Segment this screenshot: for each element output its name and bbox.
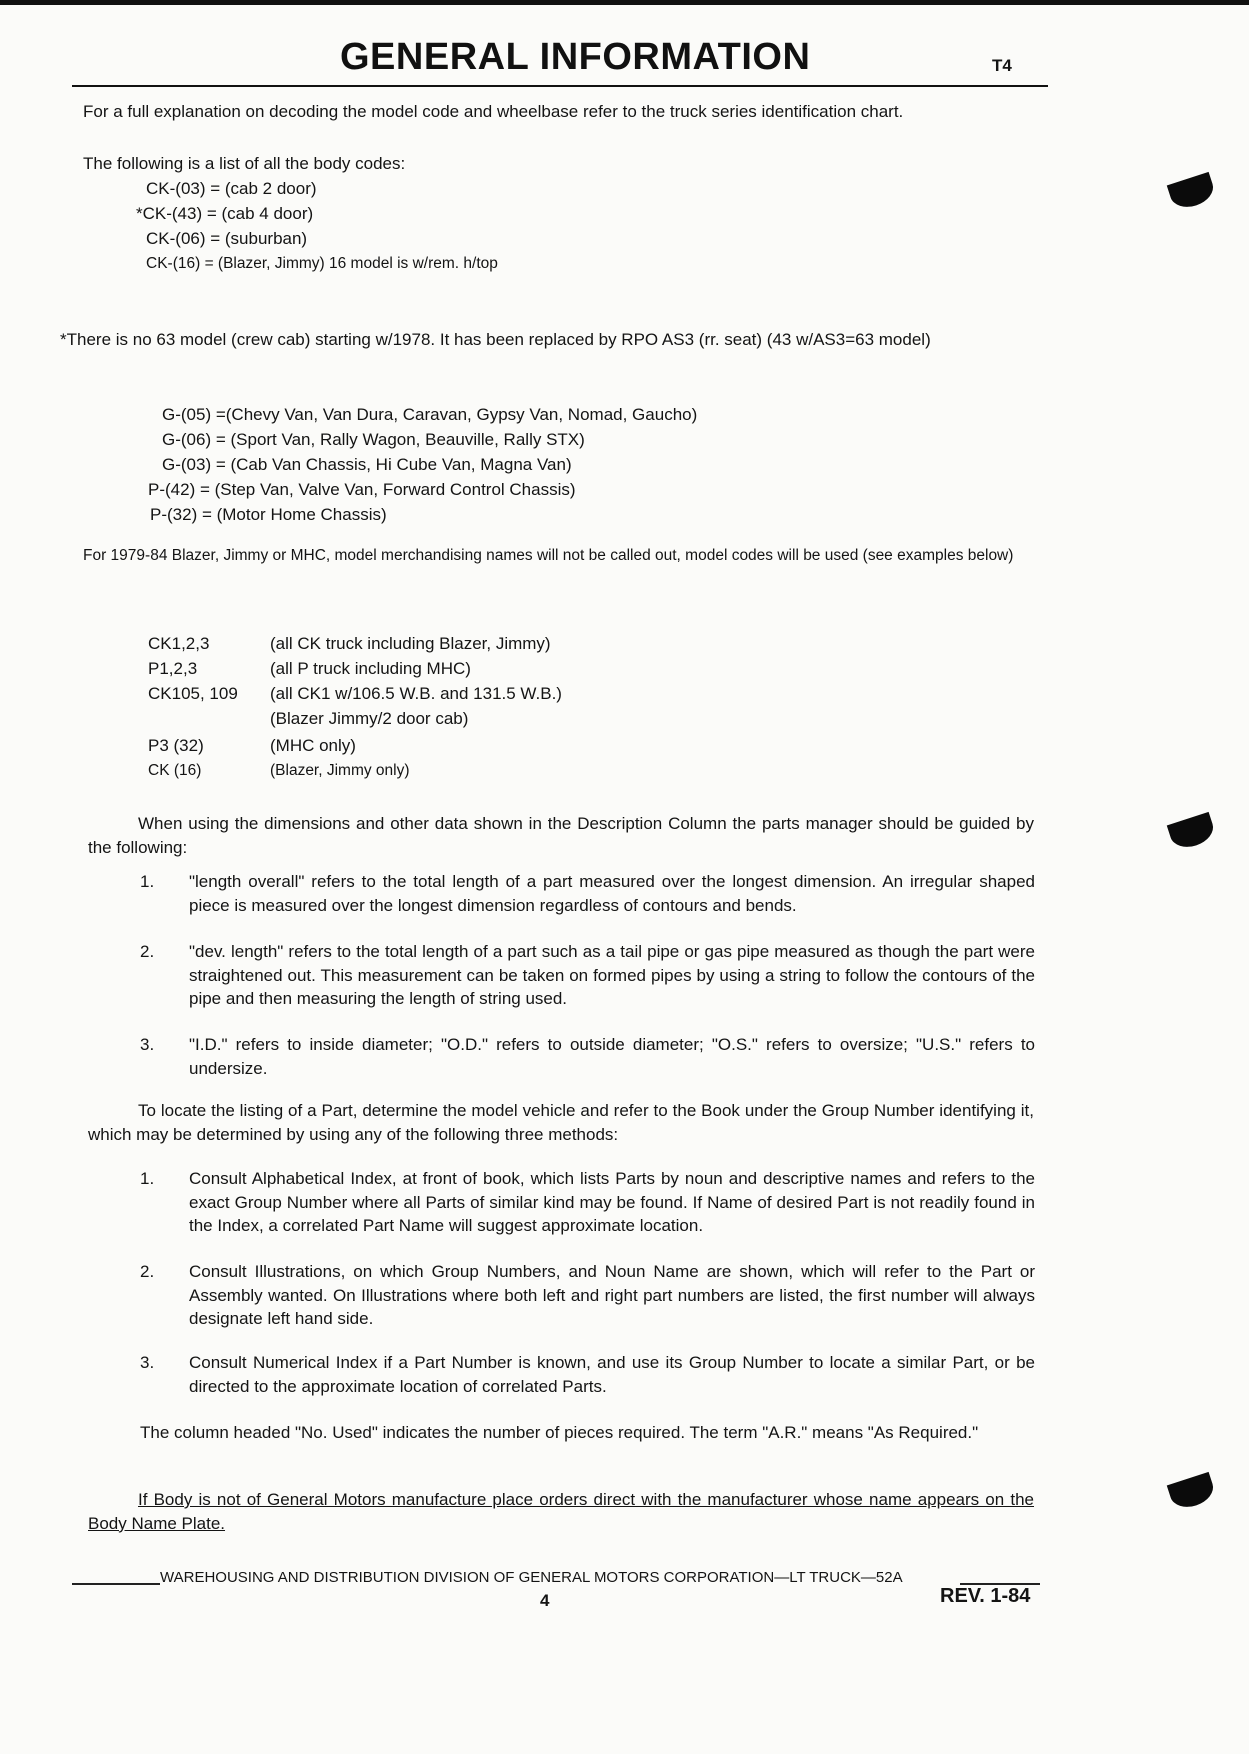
list-number: 1. bbox=[140, 1169, 155, 1188]
locate-item: Consult Numerical Index if a Part Number is known, and use its Group Number to locate a similar Part, or be directed to the approximate location of correlated Parts. bbox=[189, 1353, 1035, 1396]
van-code-item: G-(06) = (Sport Van, Rally Wagon, Beauville, Rally STX) bbox=[162, 430, 585, 449]
body-code-item: CK-(16) = (Blazer, Jimmy) 16 model is w/rem. h/top bbox=[146, 255, 498, 272]
crew-cab-note: *There is no 63 model (crew cab) starting w/1978. It has been replaced by RPO AS3 (rr. seat) (43 w/AS3=63 model) bbox=[60, 330, 931, 349]
merchandising-note: For 1979-84 Blazer, Jimmy or MHC, model merchandising names will not be called out, model codes will be used (see examples below) bbox=[83, 547, 1014, 564]
van-code-item: G-(05) =(Chevy Van, Van Dura, Caravan, Gypsy Van, Nomad, Gaucho) bbox=[162, 405, 698, 424]
model-desc: (all P truck including MHC) bbox=[270, 659, 471, 678]
list-number: 3. bbox=[140, 1353, 155, 1372]
locate-item: Consult Alphabetical Index, at front of book, which lists Parts by noun and descriptive names and refers to the exact Group Number where all Parts of similar kind may be found. If Name of desired Part is not readily found in the Index, a correlated Part Name will suggest approximate location. bbox=[189, 1169, 1035, 1235]
top-border bbox=[0, 0, 1249, 5]
body-codes-heading: The following is a list of all the body codes: bbox=[83, 154, 406, 173]
body-code-item: CK-(06) = (suburban) bbox=[146, 229, 308, 248]
locate-intro: To locate the listing of a Part, determine the model vehicle and refer to the Book under the Group Number identifying it, which may be determined by using any of the following three methods: bbox=[88, 1101, 1034, 1144]
dimensions-intro: When using the dimensions and other data shown in the Description Column the parts manager should be guided by the following: bbox=[88, 814, 1034, 857]
van-code-item: P-(32) = (Motor Home Chassis) bbox=[150, 505, 387, 524]
binder-hole-mark bbox=[1167, 1472, 1217, 1512]
title-rule bbox=[72, 85, 1048, 87]
list-number: 2. bbox=[140, 1262, 155, 1281]
section-page-ref: T4 bbox=[992, 56, 1012, 75]
locate-item: Consult Illustrations, on which Group Numbers, and Noun Name are shown, which will refer to the Part or Assembly wanted. On Illustrations where both left and right part numbers are listed, the first number will always designate left hand side. bbox=[189, 1262, 1035, 1328]
binder-hole-mark bbox=[1167, 812, 1217, 852]
footer-text: WAREHOUSING AND DISTRIBUTION DIVISION OF GENERAL MOTORS CORPORATION—LT TRUCK—52A bbox=[160, 1569, 903, 1586]
intro-text: For a full explanation on decoding the model code and wheelbase refer to the truck series identification chart. bbox=[83, 102, 904, 121]
model-code: P3 (32) bbox=[148, 736, 204, 755]
page-number: 4 bbox=[540, 1591, 550, 1610]
body-code-item: CK-(03) = (cab 2 door) bbox=[146, 179, 317, 198]
model-desc: (all CK1 w/106.5 W.B. and 131.5 W.B.) bbox=[270, 684, 562, 703]
list-number: 3. bbox=[140, 1035, 155, 1054]
model-code: CK105, 109 bbox=[148, 684, 238, 703]
dimension-item: "length overall" refers to the total length of a part measured over the longest dimension. An irregular shaped piece is measured over the longest dimension regardless of contours and bends. bbox=[189, 872, 1035, 915]
model-code: CK1,2,3 bbox=[148, 634, 210, 653]
body-manufacturer-note: If Body is not of General Motors manufacture place orders direct with the manufacturer whose name appears on the Body Name Plate. bbox=[88, 1490, 1034, 1533]
binder-hole-mark bbox=[1167, 172, 1217, 212]
model-code: P1,2,3 bbox=[148, 659, 198, 678]
model-desc: (all CK truck including Blazer, Jimmy) bbox=[270, 634, 551, 653]
dimension-item: "dev. length" refers to the total length of a part such as a tail pipe or gas pipe measured as though the part were straightened out. This measurement can be taken on formed pipes by using a string to follow the contours of the pipe and then measuring the length of string used. bbox=[189, 942, 1035, 1008]
revision-label: REV. 1-84 bbox=[940, 1585, 1031, 1607]
model-desc: (Blazer Jimmy/2 door cab) bbox=[270, 709, 469, 728]
footer-rule-left bbox=[72, 1583, 160, 1585]
model-code: CK (16) bbox=[148, 762, 202, 779]
body-code-item: *CK-(43) = (cab 4 door) bbox=[136, 204, 314, 223]
list-number: 2. bbox=[140, 942, 155, 961]
model-desc: (Blazer, Jimmy only) bbox=[270, 762, 410, 779]
list-number: 1. bbox=[140, 872, 155, 891]
van-code-item: G-(03) = (Cab Van Chassis, Hi Cube Van, Magna Van) bbox=[162, 455, 572, 474]
no-used-note: The column headed "No. Used" indicates the number of pieces required. The term "A.R." means "As Required." bbox=[140, 1423, 979, 1442]
page-title: GENERAL INFORMATION bbox=[340, 36, 811, 78]
van-code-item: P-(42) = (Step Van, Valve Van, Forward Control Chassis) bbox=[148, 480, 576, 499]
model-desc: (MHC only) bbox=[270, 736, 356, 755]
dimension-item: "I.D." refers to inside diameter; "O.D." refers to outside diameter; "O.S." refers to oversize; "U.S." refers to undersize. bbox=[189, 1035, 1035, 1078]
